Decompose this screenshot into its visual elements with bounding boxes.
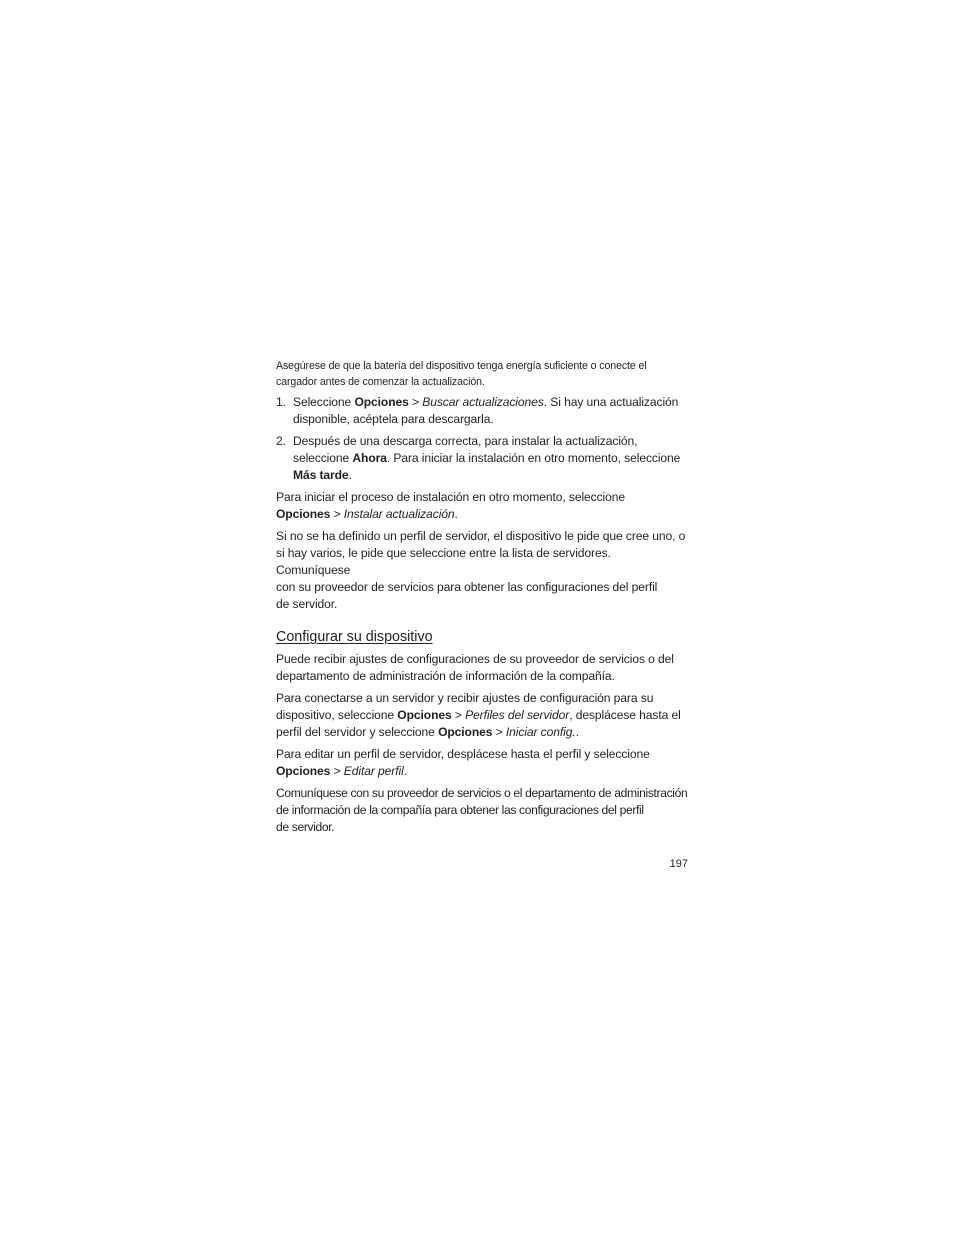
menu-option-iniciar-config: Iniciar config. — [505, 725, 576, 739]
menu-option-mas-tarde: Más tarde — [293, 468, 349, 482]
battery-note — [276, 358, 688, 390]
list-item-step-2 — [276, 433, 688, 484]
connect-server-paragraph: Para conectarse a un servidor y recibir ajustes de configuración para su dispositivo, seleccione Opciones > Perfiles del servidor, desplácese hasta el perfil del servidor y seleccione Opciones > Iniciar config.. — [276, 691, 681, 739]
server-profile-paragraph: Si no se ha definido un perfil de servidor, el dispositivo le pide que cree uno, o si hay varios, le pide que seleccione entre la lista de servidores. Comuníquese con su proveedor de servicios para obtener las configuraciones del perfil de servidor. — [276, 529, 686, 611]
list-item-step-1 — [276, 394, 688, 428]
list-number: 1. — [276, 395, 286, 409]
section-heading: Configurar su dispositivo — [276, 629, 433, 645]
menu-option-opciones: Opciones — [354, 395, 409, 409]
list-item-text: Seleccione Opciones > Buscar actualizaciones. Si hay una actualización disponible, acéptela para descargarla. — [293, 395, 679, 426]
menu-option-ahora: Ahora — [352, 451, 387, 465]
menu-option-opciones: Opciones — [276, 764, 331, 778]
note-line: Asegúrese de que la batería del dispositivo tenga energía suficiente o conecte el — [276, 360, 647, 372]
menu-option-opciones: Opciones — [276, 507, 331, 521]
menu-option-opciones: Opciones — [438, 725, 493, 739]
menu-option-instalar-actualizacion: Instalar actualización — [343, 507, 455, 521]
page-number: 197 — [669, 858, 688, 870]
menu-option-perfiles-del-servidor: Perfiles del servidor — [465, 708, 570, 722]
install-paragraph: Para iniciar el proceso de instalación en otro momento, seleccione Opciones > Instalar actualización. — [276, 490, 626, 521]
contact-provider-paragraph: Comuníquese con su proveedor de servicios o el departamento de administración de información de la compañía para obtener las configuraciones del perfil de servidor. — [276, 786, 688, 834]
list-number: 2. — [276, 434, 286, 448]
menu-option-opciones: Opciones — [397, 708, 452, 722]
menu-option-buscar-actualizaciones: Buscar actualizaciones — [422, 395, 544, 409]
page-content — [276, 358, 688, 841]
list-item-text: Después de una descarga correcta, para instalar la actualización, seleccione Ahora. Para iniciar la instalación en otro momento, seleccione Más tarde. — [293, 434, 681, 482]
note-line: cargador antes de comenzar la actualización. — [276, 376, 485, 388]
edit-profile-paragraph: Para editar un perfil de servidor, desplácese hasta el perfil y seleccione Opciones > Editar perfil. — [276, 747, 650, 778]
receive-settings-paragraph: Puede recibir ajustes de configuraciones de su proveedor de servicios o del departamento de administración de información de la compañía. — [276, 652, 674, 683]
menu-option-editar-perfil: Editar perfil — [343, 764, 404, 778]
